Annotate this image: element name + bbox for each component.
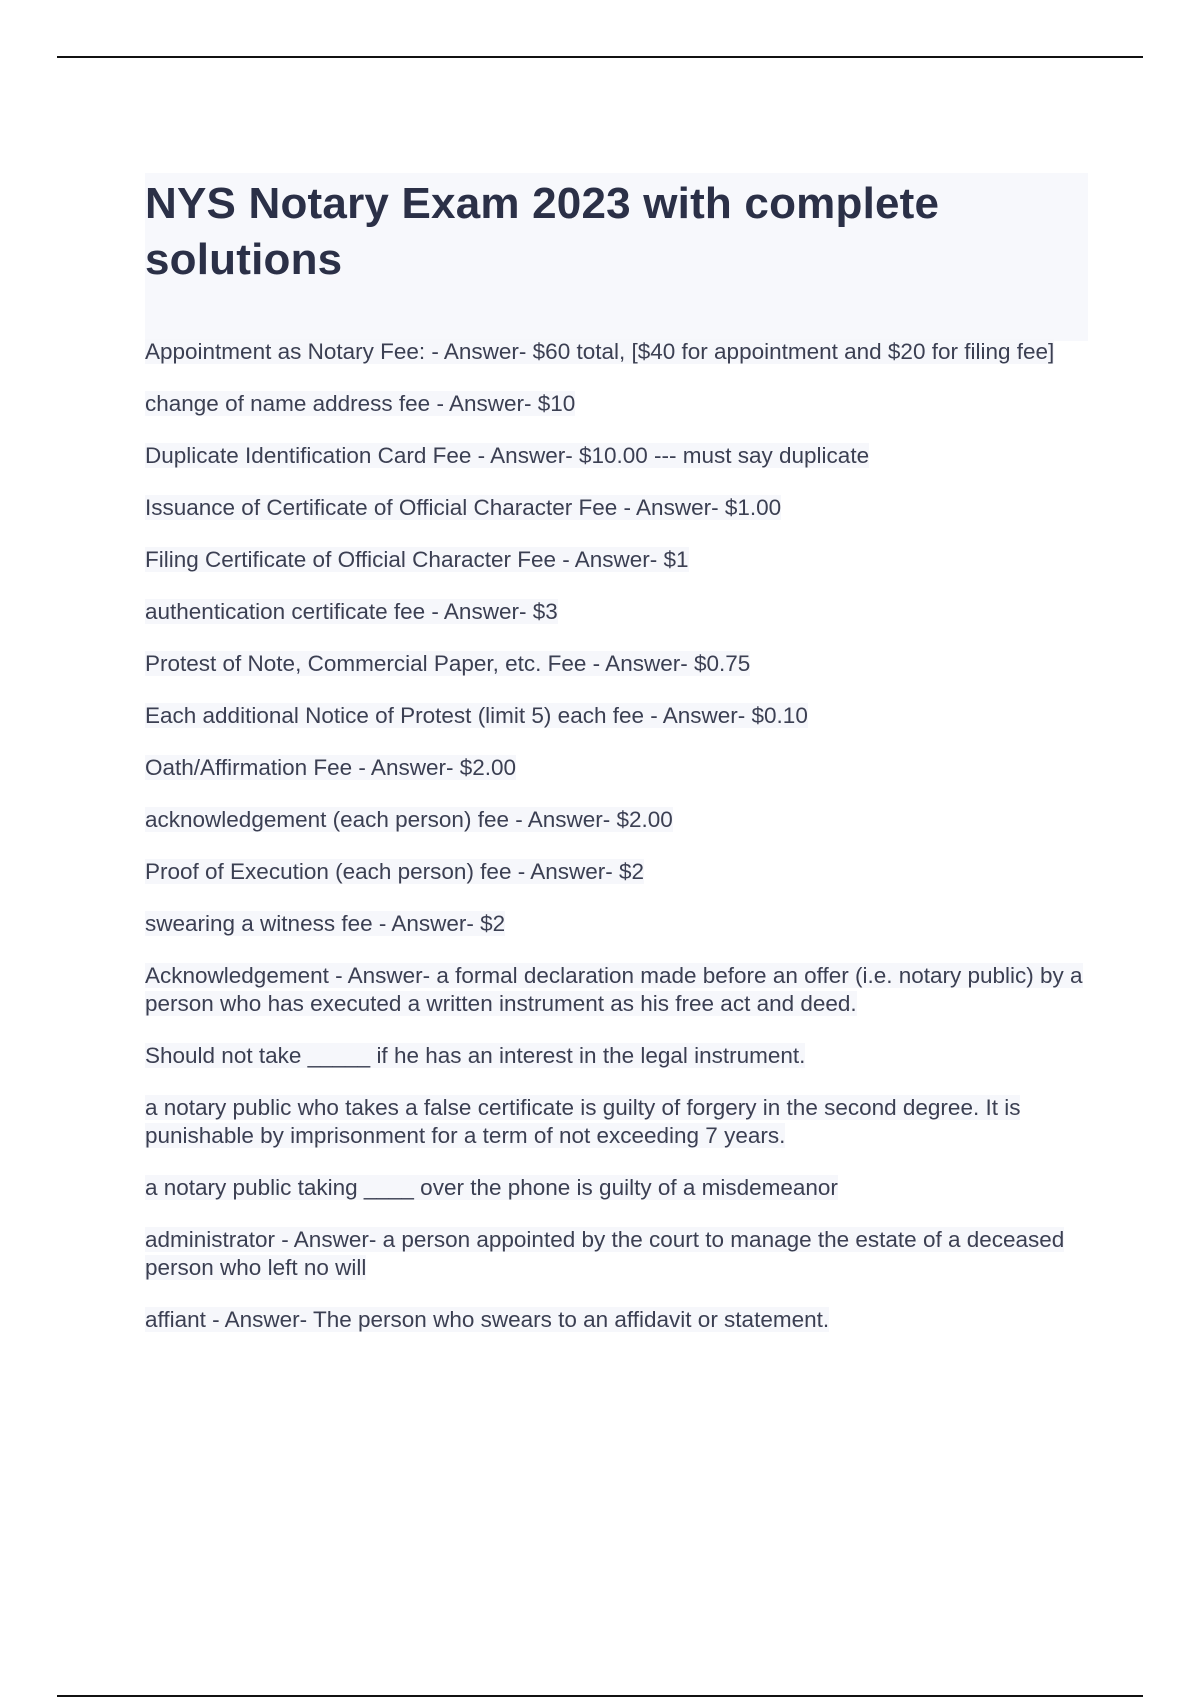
qa-item (145, 962, 1095, 1018)
qa-list (145, 338, 1095, 1358)
qa-item (145, 754, 1095, 782)
qa-text: Appointment as Notary Fee: - Answer- $60 total, [$40 for appointment and $20 for filing fee] (145, 339, 1055, 364)
qa-item (145, 338, 1095, 366)
qa-text: Protest of Note, Commercial Paper, etc. Fee - Answer- $0.75 (145, 651, 751, 676)
qa-text: Proof of Execution (each person) fee - Answer- $2 (145, 859, 645, 884)
qa-item (145, 650, 1095, 678)
qa-text: a notary public taking ____ over the phone is guilty of a misdemeanor (145, 1175, 838, 1200)
title-block (145, 173, 1088, 341)
qa-item (145, 702, 1095, 730)
bottom-divider (57, 1695, 1143, 1697)
qa-item (145, 1174, 1095, 1202)
qa-text: authentication certificate fee - Answer- $3 (145, 599, 558, 624)
qa-item (145, 910, 1095, 938)
qa-item (145, 546, 1095, 574)
qa-item (145, 858, 1095, 886)
qa-text: affiant - Answer- The person who swears to an affidavit or statement. (145, 1307, 830, 1332)
qa-item (145, 806, 1095, 834)
qa-item (145, 1306, 1095, 1334)
qa-text: Duplicate Identification Card Fee - Answer- $10.00 --- must say duplicate (145, 443, 870, 468)
qa-item (145, 494, 1095, 522)
qa-item (145, 1226, 1095, 1282)
qa-text: Issuance of Certificate of Official Character Fee - Answer- $1.00 (145, 495, 782, 520)
qa-text: Oath/Affirmation Fee - Answer- $2.00 (145, 755, 517, 780)
qa-text: acknowledgement (each person) fee - Answer- $2.00 (145, 807, 673, 832)
qa-text: a notary public who takes a false certificate is guilty of forgery in the second degree. It is punishable by imprisonment for a term of not exceeding 7 years. (145, 1095, 1021, 1148)
qa-item (145, 1094, 1095, 1150)
qa-item (145, 390, 1095, 418)
qa-text: Acknowledgement - Answer- a formal declaration made before an offer (i.e. notary public) by a person who has executed a written instrument as his free act and deed. (145, 963, 1083, 1016)
qa-text: swearing a witness fee - Answer- $2 (145, 911, 506, 936)
top-divider (57, 56, 1143, 58)
qa-text: Should not take _____ if he has an interest in the legal instrument. (145, 1043, 806, 1068)
document-title: NYS Notary Exam 2023 with complete solutions (145, 179, 940, 284)
qa-text: Filing Certificate of Official Character Fee - Answer- $1 (145, 547, 689, 572)
qa-item (145, 1042, 1095, 1070)
qa-item (145, 598, 1095, 626)
qa-text: administrator - Answer- a person appointed by the court to manage the estate of a deceased person who left no will (145, 1227, 1065, 1280)
qa-text: Each additional Notice of Protest (limit 5) each fee - Answer- $0.10 (145, 703, 808, 728)
qa-item (145, 442, 1095, 470)
qa-text: change of name address fee - Answer- $10 (145, 391, 576, 416)
